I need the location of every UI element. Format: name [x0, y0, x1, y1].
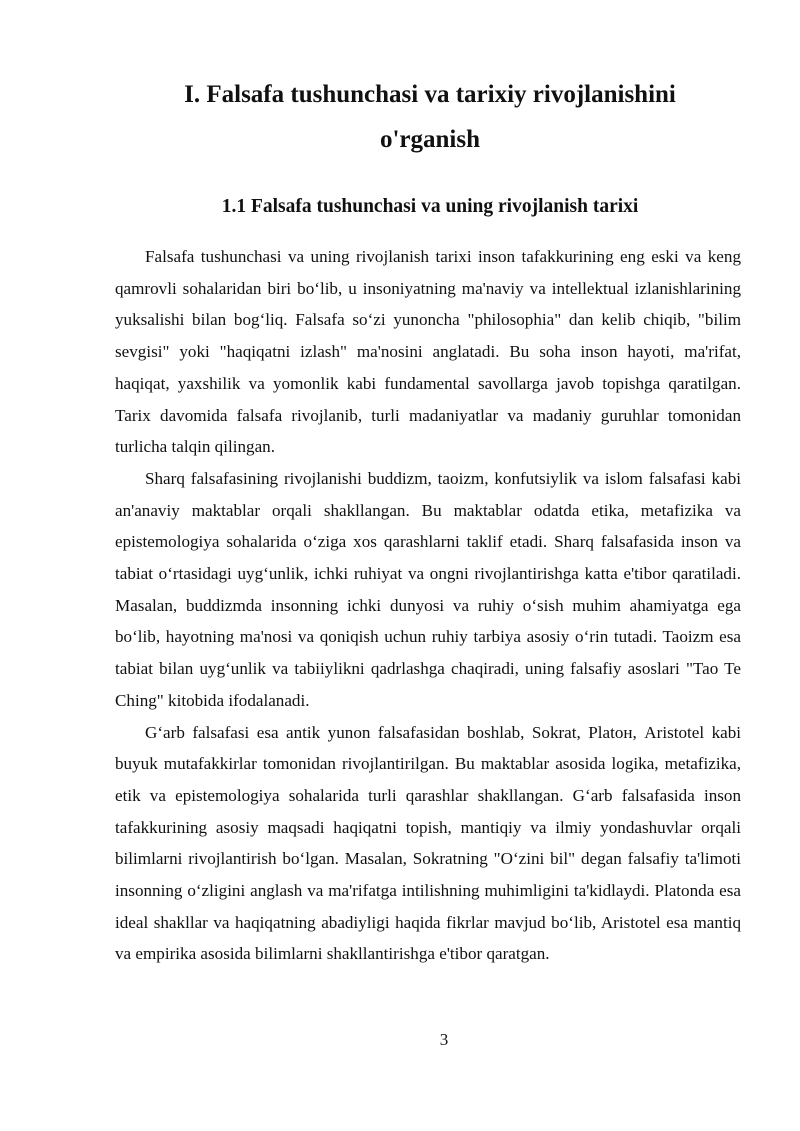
paragraph-western-philosophy: G‘arb falsafasi esa antik yunon falsafasidan boshlab, Sokrat, Platон, Aristotel kabi buyuk mutafakkirlar tomonidan rivojlantirilgan. Bu maktablar asosida logika, metafizika, etik va epistemologiya sohalarida turli qarashlar shakllangan. G‘arb falsafasida inson tafakkurining asosiy maqsadi haqiqatni topish, mantiqiy va ilmiy yondashuvlar orqali bilimlarni rivojlantirish bo‘lgan. Masalan, Sokratning "O‘zini bil" degan falsafiy ta'limoti insonning o‘zligini anglash va ma'rifatga intilishning muhimligini ta'kidlaydi. Platonda esa ideal shakllar va haqiqatning abadiyligi haqida fikrlar mavjud bo‘lib, Aristotel esa mantiq va empirika asosida bilimlarni shakllantirishga e'tibor qaratgan.: [115, 722, 741, 964]
paragraph-eastern-philosophy: Sharq falsafasining rivojlanishi buddizm, taoizm, konfutsiylik va islom falsafasi kabi an'anaviy maktablar orqali shakllangan. Bu maktablar odatda etika, metafizika va epistemologiya sohalarida o‘ziga xos qarashlarni taklif etadi. Sharq falsafasida inson va tabiat o‘rtasidagi uyg‘unlik, ichki ruhiyat va ongni rivojlantirishga katta e'tibor qaratiladi. Masalan, buddizmda insonning ichki dunyosi va ruhiy o‘sish muhim ahamiyatga ega bo‘lib, hayotning ma'nosi va qoniqish uchun ruhiy tarbiya asosiy o‘rin tutadi. Taoizm esa tabiat bilan uyg‘unlik va tabiiylikni qadrlashga chaqiradi, uning falsafiy asoslari "Tao Te Ching" kitobida ifodalanadi.: [115, 468, 741, 710]
page-number: 3: [439, 1030, 449, 1049]
paragraph-falsafa-definition: Falsafa tushunchasi va uning rivojlanish tarixi inson tafakkurining eng eski va keng qamrovli sohalaridan biri bo‘lib, u insoniyatning ma'naviy va intellektual izlanishlarining yuksalishi bilan bog‘liq. Falsafa so‘zi yunoncha "philosophia" dan kelib chiqib, "bilim sevgisi" yoki "haqiqatni izlash" ma'nosini anglatadi. Bu soha inson hayoti, ma'rifat, haqiqat, yaxshilik va yomonlik kabi fundamental savollarga javob topishga qaratilgan. Tarix davomida falsafa rivojlanib, turli madaniyatlar va madaniy guruhlar tomonidan turlicha talqin qilingan.: [115, 247, 741, 457]
section-title: 1.1 Falsafa tushunchasi va uning rivojlanish tarixi: [221, 196, 639, 217]
chapter-title: I. Falsafa tushunchasi va tarixiy rivojlanishini o'rganish: [184, 81, 676, 153]
body-text: [115, 241, 741, 970]
